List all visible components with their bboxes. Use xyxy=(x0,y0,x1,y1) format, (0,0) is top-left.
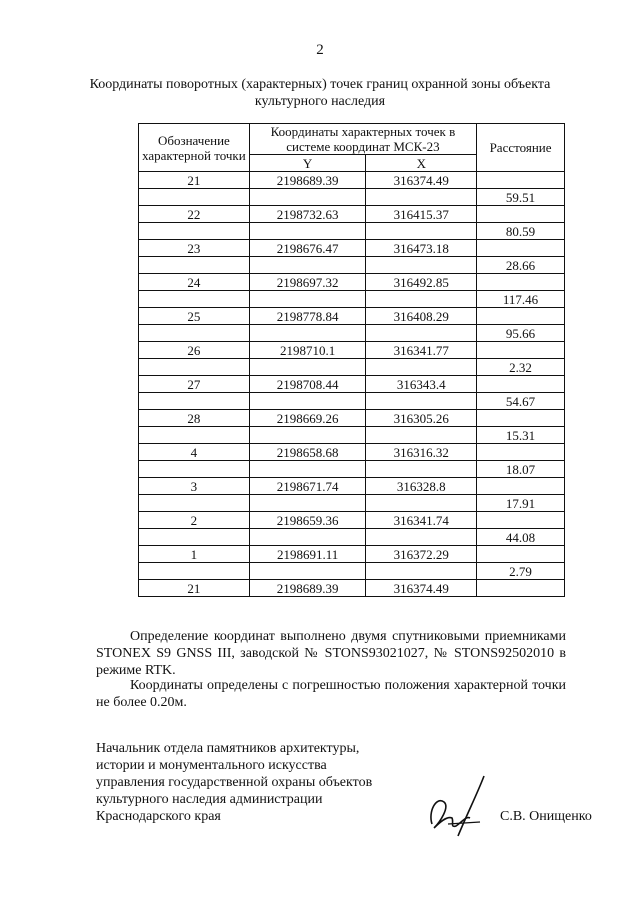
empty-cell xyxy=(139,529,250,546)
empty-cell xyxy=(249,563,366,580)
distance-empty xyxy=(477,444,565,461)
empty-cell xyxy=(139,563,250,580)
header-x: X xyxy=(366,155,477,172)
point-x: 316328.8 xyxy=(366,478,477,495)
empty-cell xyxy=(249,257,366,274)
empty-cell xyxy=(366,189,477,206)
signer-name: С.В. Онищенко xyxy=(500,809,592,824)
empty-cell xyxy=(139,359,250,376)
paragraph-equipment-text: Определение координат выполнено двумя спутниковыми приемниками STONEX S9 GNSS III, заводской № STONS93021027, № STONS92502010 в режиме RTK. xyxy=(96,629,566,678)
distance-empty xyxy=(477,274,565,291)
table-row xyxy=(139,478,565,495)
point-y: 2198691.11 xyxy=(249,546,366,563)
distance-value: 80.59 xyxy=(477,223,565,240)
header-point: Обозначение характерной точки xyxy=(139,124,250,172)
page-number: 2 xyxy=(316,42,324,58)
point-x: 316374.49 xyxy=(366,172,477,189)
distance-value: 59.51 xyxy=(477,189,565,206)
title-line-1: Координаты поворотных (характерных) точек границ охранной зоны объекта xyxy=(89,77,551,92)
point-x: 316305.26 xyxy=(366,410,477,427)
empty-cell xyxy=(366,223,477,240)
distance-value: 15.31 xyxy=(477,427,565,444)
empty-cell xyxy=(139,325,250,342)
empty-cell xyxy=(366,461,477,478)
point-x: 316341.77 xyxy=(366,342,477,359)
table-row xyxy=(139,308,565,325)
distance-empty xyxy=(477,410,565,427)
signer-line-1: Начальник отдела памятников архитектуры, xyxy=(96,741,360,756)
distance-row xyxy=(139,291,565,308)
point-name: 21 xyxy=(139,172,250,189)
signer-line-4: культурного наследия администрации xyxy=(96,792,323,807)
distance-value: 54.67 xyxy=(477,393,565,410)
point-y: 2198671.74 xyxy=(249,478,366,495)
signer-position xyxy=(96,740,416,825)
distance-empty xyxy=(477,240,565,257)
header-distance: Расстояние xyxy=(477,124,565,172)
table-row xyxy=(139,444,565,461)
empty-cell xyxy=(249,495,366,512)
empty-cell xyxy=(139,189,250,206)
distance-empty xyxy=(477,308,565,325)
empty-cell xyxy=(139,257,250,274)
table-row xyxy=(139,172,565,189)
empty-cell xyxy=(366,359,477,376)
coordinates-table xyxy=(138,123,565,597)
distance-row xyxy=(139,257,565,274)
point-name: 22 xyxy=(139,206,250,223)
point-y: 2198708.44 xyxy=(249,376,366,393)
paragraph-accuracy-text: Координаты определены с погрешностью положения характерной точки не более 0.20м. xyxy=(96,678,566,710)
point-x: 316341.74 xyxy=(366,512,477,529)
distance-empty xyxy=(477,478,565,495)
point-name: 27 xyxy=(139,376,250,393)
point-name: 2 xyxy=(139,512,250,529)
point-y: 2198697.32 xyxy=(249,274,366,291)
distance-value: 44.08 xyxy=(477,529,565,546)
signer-line-3: управления государственной охраны объектов xyxy=(96,775,373,790)
distance-value: 2.32 xyxy=(477,359,565,376)
point-x: 316492.85 xyxy=(366,274,477,291)
distance-row xyxy=(139,393,565,410)
table-row xyxy=(139,580,565,597)
point-y: 2198689.39 xyxy=(249,580,366,597)
empty-cell xyxy=(366,325,477,342)
signer-line-5: Краснодарского края xyxy=(96,809,221,824)
distance-row xyxy=(139,359,565,376)
point-y: 2198676.47 xyxy=(249,240,366,257)
empty-cell xyxy=(366,427,477,444)
empty-cell xyxy=(366,563,477,580)
coordinates-body xyxy=(139,172,565,597)
handwritten-signature xyxy=(418,772,498,842)
point-x: 316408.29 xyxy=(366,308,477,325)
signer-line-2: истории и монументального искусства xyxy=(96,758,327,773)
point-x: 316374.49 xyxy=(366,580,477,597)
point-name: 26 xyxy=(139,342,250,359)
distance-value: 2.79 xyxy=(477,563,565,580)
point-y: 2198710.1 xyxy=(249,342,366,359)
point-x: 316473.18 xyxy=(366,240,477,257)
point-y: 2198778.84 xyxy=(249,308,366,325)
point-name: 21 xyxy=(139,580,250,597)
table-row xyxy=(139,376,565,393)
table-row xyxy=(139,546,565,563)
empty-cell xyxy=(249,189,366,206)
distance-empty xyxy=(477,512,565,529)
empty-cell xyxy=(366,393,477,410)
point-name: 4 xyxy=(139,444,250,461)
point-x: 316316.32 xyxy=(366,444,477,461)
header-coords: Координаты характерных точек в системе координат МСК-23 xyxy=(249,124,476,155)
distance-empty xyxy=(477,376,565,393)
table-row xyxy=(139,206,565,223)
distance-row xyxy=(139,563,565,580)
point-y: 2198658.68 xyxy=(249,444,366,461)
paragraph-accuracy xyxy=(96,677,566,711)
table-row xyxy=(139,274,565,291)
point-y: 2198689.39 xyxy=(249,172,366,189)
empty-cell xyxy=(139,461,250,478)
empty-cell xyxy=(366,291,477,308)
title-line-2: культурного наследия xyxy=(254,94,386,109)
table-row xyxy=(139,240,565,257)
empty-cell xyxy=(249,461,366,478)
empty-cell xyxy=(249,393,366,410)
empty-cell xyxy=(366,529,477,546)
distance-value: 95.66 xyxy=(477,325,565,342)
point-y: 2198732.63 xyxy=(249,206,366,223)
distance-row xyxy=(139,529,565,546)
distance-value: 18.07 xyxy=(477,461,565,478)
distance-value: 117.46 xyxy=(477,291,565,308)
distance-row xyxy=(139,325,565,342)
distance-empty xyxy=(477,172,565,189)
distance-empty xyxy=(477,342,565,359)
paragraph-equipment xyxy=(96,628,566,679)
distance-row xyxy=(139,495,565,512)
point-y: 2198659.36 xyxy=(249,512,366,529)
distance-empty xyxy=(477,580,565,597)
empty-cell xyxy=(249,359,366,376)
distance-value: 28.66 xyxy=(477,257,565,274)
empty-cell xyxy=(139,393,250,410)
table-row xyxy=(139,342,565,359)
distance-empty xyxy=(477,206,565,223)
point-name: 24 xyxy=(139,274,250,291)
distance-row xyxy=(139,427,565,444)
empty-cell xyxy=(366,257,477,274)
distance-row xyxy=(139,223,565,240)
distance-row xyxy=(139,461,565,478)
point-x: 316415.37 xyxy=(366,206,477,223)
distance-value: 17.91 xyxy=(477,495,565,512)
table-row xyxy=(139,512,565,529)
point-y: 2198669.26 xyxy=(249,410,366,427)
empty-cell xyxy=(249,529,366,546)
empty-cell xyxy=(249,291,366,308)
point-name: 23 xyxy=(139,240,250,257)
header-y: Y xyxy=(249,155,366,172)
empty-cell xyxy=(249,427,366,444)
distance-row xyxy=(139,189,565,206)
point-x: 316372.29 xyxy=(366,546,477,563)
point-name: 28 xyxy=(139,410,250,427)
empty-cell xyxy=(139,223,250,240)
distance-empty xyxy=(477,546,565,563)
document-title xyxy=(80,76,560,110)
empty-cell xyxy=(249,325,366,342)
empty-cell xyxy=(139,291,250,308)
point-name: 3 xyxy=(139,478,250,495)
empty-cell xyxy=(249,223,366,240)
empty-cell xyxy=(139,427,250,444)
table-row xyxy=(139,410,565,427)
point-name: 25 xyxy=(139,308,250,325)
empty-cell xyxy=(366,495,477,512)
point-x: 316343.4 xyxy=(366,376,477,393)
point-name: 1 xyxy=(139,546,250,563)
empty-cell xyxy=(139,495,250,512)
